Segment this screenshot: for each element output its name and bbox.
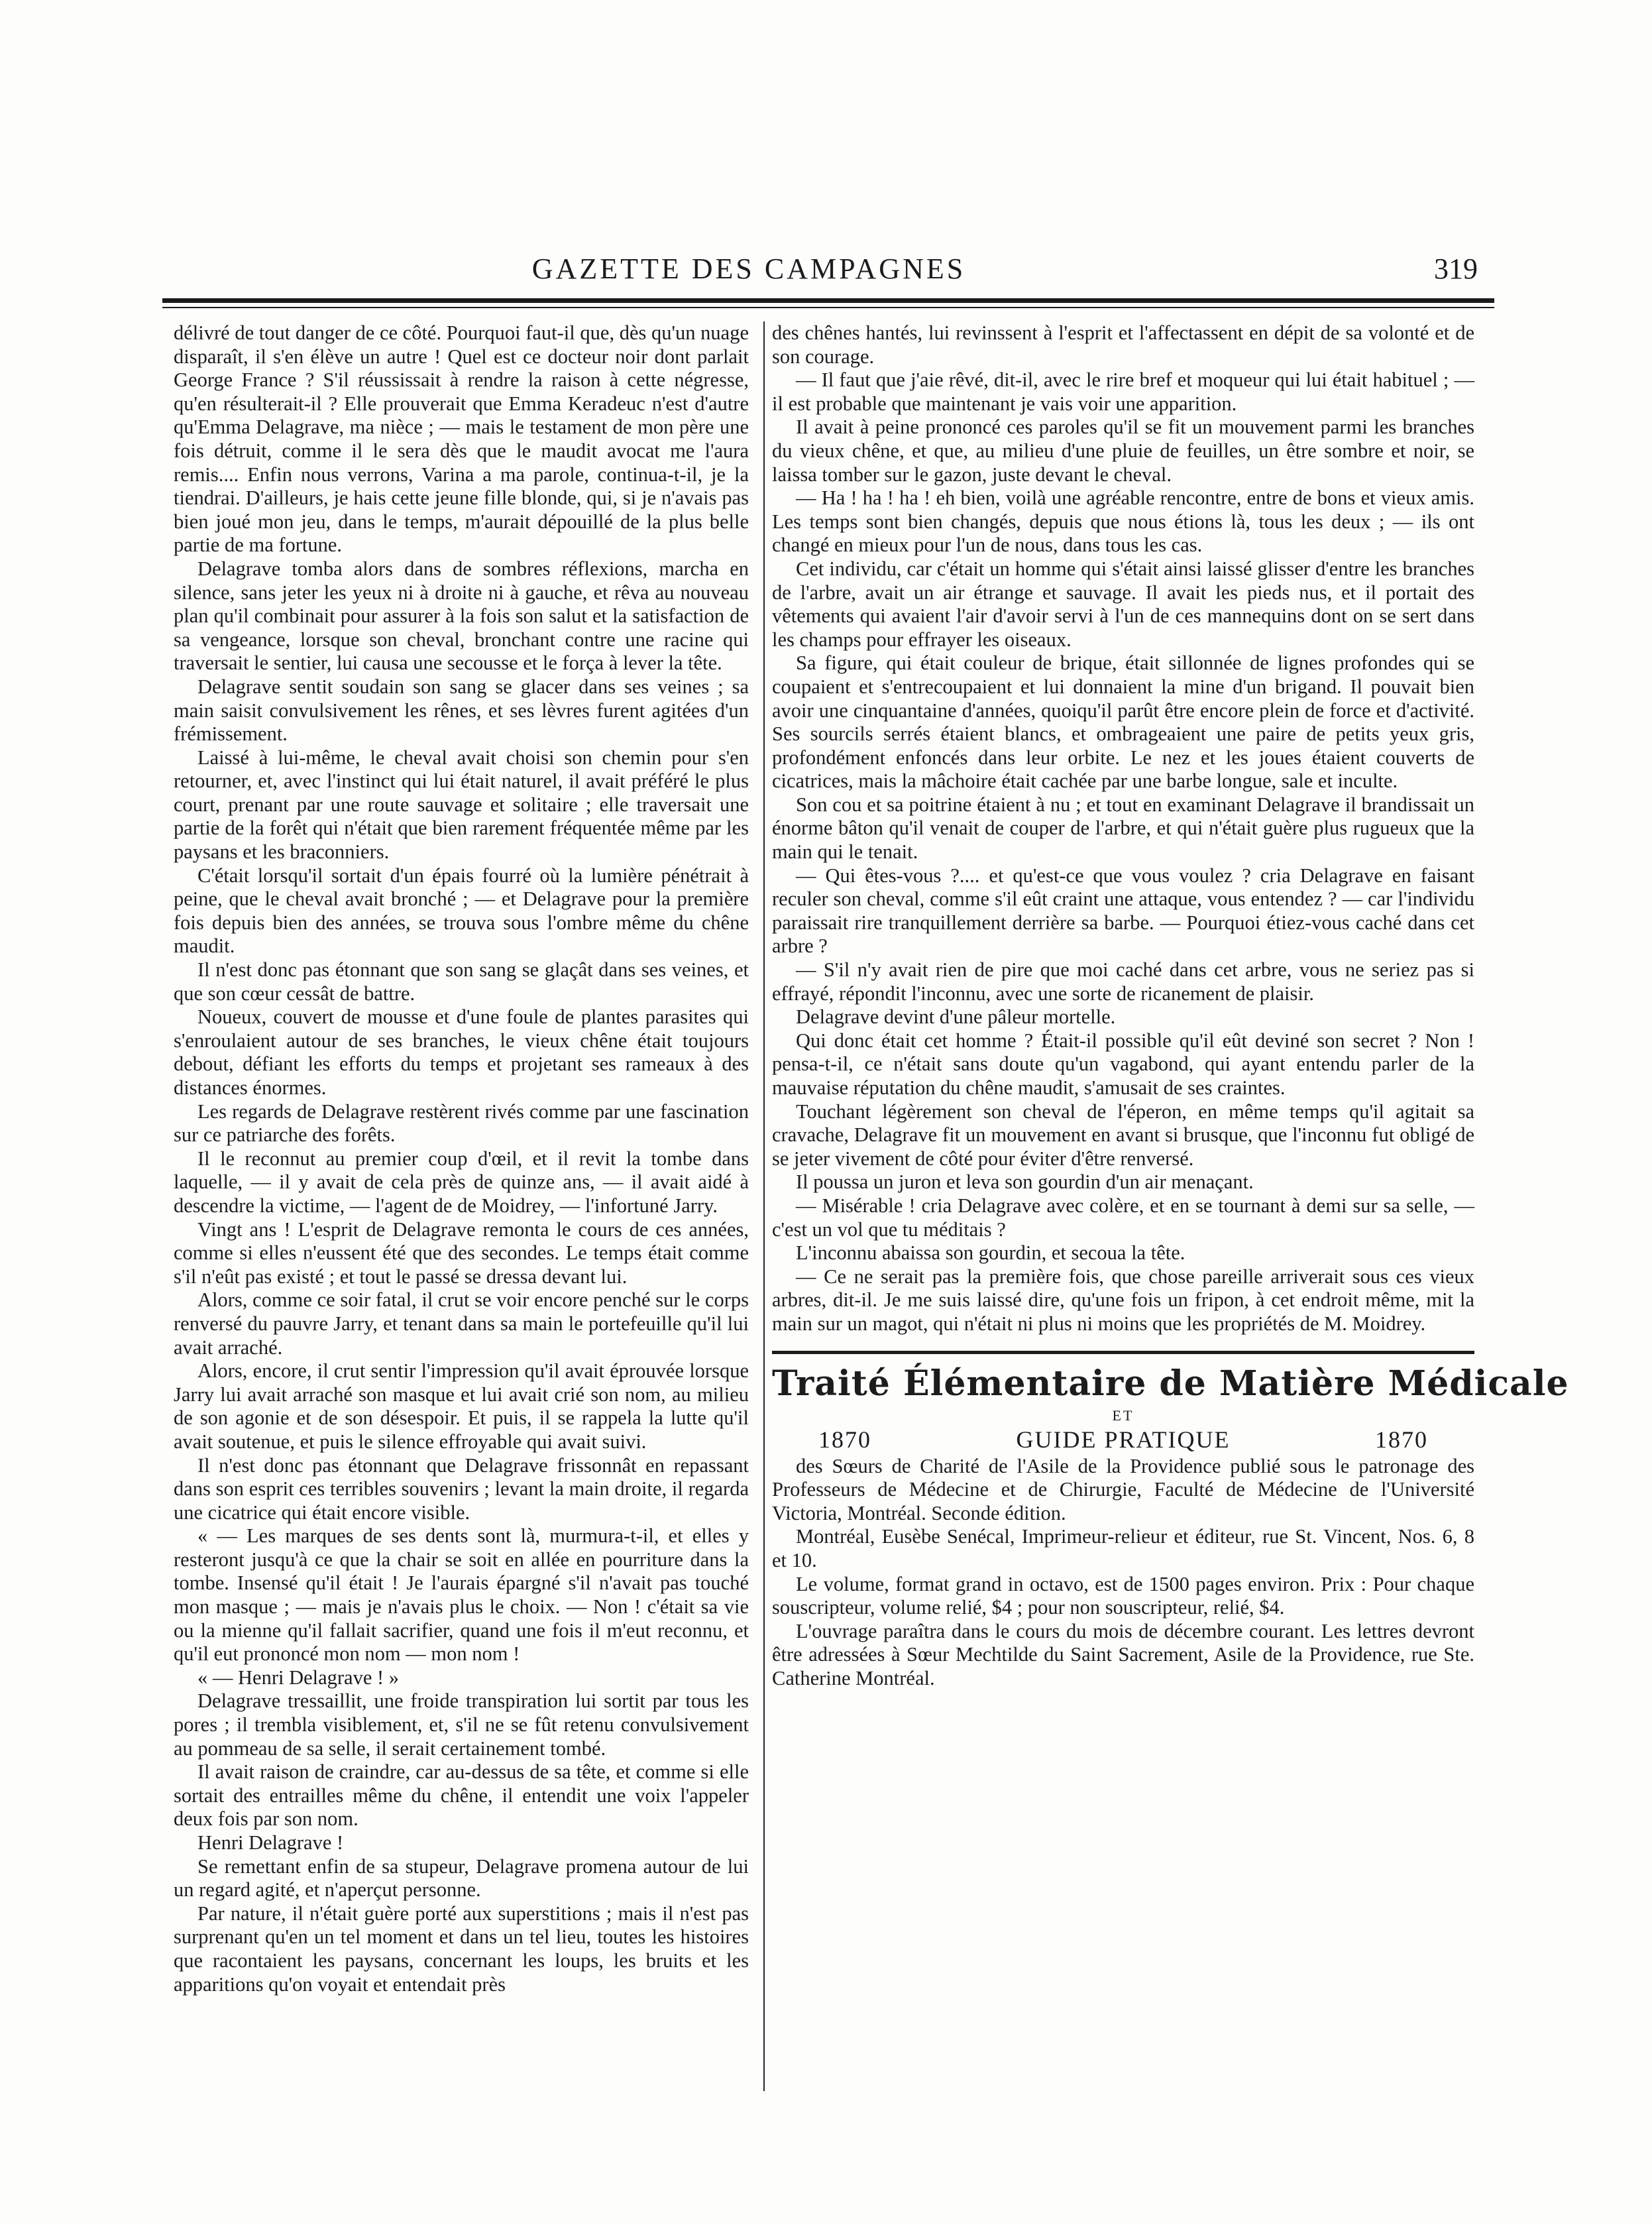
advertisement-paragraph: Le volume, format grand in octavo, est de 1500 pages environ. Prix : Pour chaque souscripteur, volume relié, $4 ; pour non souscripteur, relié, $4. bbox=[772, 1572, 1474, 1619]
paragraph: Delagrave sentit soudain son sang se glacer dans ses veines ; sa main saisit convulsivement les rênes, et ses lèvres furent agitées d'un frémissement. bbox=[174, 675, 749, 746]
paragraph: Henri Delagrave ! bbox=[197, 1831, 344, 1854]
left-column bbox=[174, 321, 749, 1996]
header-rule-thin bbox=[162, 307, 1494, 308]
right-column bbox=[772, 321, 1569, 1690]
paragraph: Sa figure, qui était couleur de brique, était sillonnée de lignes profondes qui se coupaient et s'entrecoupaient et lui donnaient la mine d'un brigand. Il pouvait bien avoir une cinquantaine d'années, quoiqu'il parût être encore plein de force et d'activité. Ses sourcils serrés étaient blancs, et ombrageaient une paire de petits yeux gris, profondément enfoncés dans leur orbite. Le nez et les joues étaient couverts de cicatrices, mais la mâchoire était cachée par une barbe longue, sale et inculte. bbox=[772, 652, 1474, 793]
paragraph: Par nature, il n'était guère porté aux superstitions ; mais il n'est pas surprenant qu'en un tel moment et dans un tel lieu, toutes les histoires que racontaient les paysans, concernant les loups, les bruits et les apparitions qu'on voyait et entendait près bbox=[174, 1902, 749, 1996]
advertisement bbox=[772, 1351, 1569, 1691]
paragraph: Il avait raison de craindre, car au-dessus de sa tête, et comme si elle sortait des entrailles même du chêne, il entendit une voix l'appeler deux fois par son nom. bbox=[174, 1760, 749, 1831]
paragraph: des chênes hantés, lui revinssent à l'esprit et l'affectassent en dépit de sa volonté et de son courage. bbox=[772, 321, 1474, 368]
paragraph: Alors, comme ce soir fatal, il crut se voir encore penché sur le corps renversé du pauvre Jarry, et tenant dans sa main le portefeuille qu'il lui avait arraché. bbox=[174, 1288, 749, 1359]
paragraph: Laissé à lui-même, le cheval avait choisi son chemin pour s'en retourner, et, avec l'instinct qui lui était naturel, il avait préféré le plus court, prenant par une route sauvage et solitaire ; elle traversait une partie de la forêt qui n'était que bien rarement fréquentée même par les paysans et les braconniers. bbox=[174, 746, 749, 864]
paragraph: L'inconnu abaissa son gourdin, et secoua la tête. bbox=[796, 1241, 1185, 1265]
paragraph: Delagrave tressaillit, une froide transpiration lui sortit par tous les pores ; il trembla visiblement, et, s'il ne se fût retenu convulsivement au pommeau de sa selle, il serait certainement tombé. bbox=[174, 1689, 749, 1760]
advertisement-body bbox=[772, 1455, 1474, 1691]
paragraph: Qui donc était cet homme ? Était-il possible qu'il eût deviné son secret ? Non ! pensa-t-il, ce n'était sans doute qu'un vagabond, qui ayant entendu parler de la mauvaise réputation du chêne maudit, s'amusait de ses craintes. bbox=[772, 1029, 1474, 1099]
running-header-title: GAZETTE DES CAMPAGNES bbox=[531, 253, 966, 285]
page-number: 319 bbox=[1434, 253, 1478, 285]
advertisement-subtitle: GUIDE PRATIQUE bbox=[1016, 1426, 1231, 1453]
paragraph: Cet individu, car c'était un homme qui s'était ainsi laissé glisser d'entre les branches de l'arbre, avait un air étrange et sauvage. Il avait les pieds nus, et il portait des vêtements qui avaient l'air d'avoir servi à l'un de ces mannequins dont on se sert dans les champs pour effrayer les oiseaux. bbox=[772, 557, 1474, 651]
paragraph: Il poussa un juron et leva son gourdin d'un air menaçant. bbox=[796, 1170, 1254, 1194]
advertisement-paragraph: des Sœurs de Charité de l'Asile de la Providence publié sous le patronage des Professeurs de Médecine et de Chirurgie, Faculté de Médecine de l'Université Victoria, Montréal. Seconde édition. bbox=[772, 1454, 1474, 1524]
paragraph: Il n'est donc pas étonnant que son sang se glaçât dans ses veines, et que son cœur cessât de battre. bbox=[174, 958, 749, 1005]
paragraph: Delagrave tomba alors dans de sombres réflexions, marcha en silence, sans jeter les yeux ni à droite ni à gauche, et rêva au nouveau plan qu'il combinait pour assurer à la fois son salut et la satisfaction de sa vengeance, lorsque son cheval, bronchant contre une racine qui traversait le sentier, lui causa une secousse et le força à lever la tête. bbox=[174, 557, 749, 675]
paragraph: — Qui êtes-vous ?.... et qu'est-ce que vous voulez ? cria Delagrave en faisant reculer son cheval, comme s'il eût craint une attaque, vous entendez ? — car l'individu paraissait rire tranquillement derrière sa barbe. — Pourquoi étiez-vous caché dans cet arbre ? bbox=[772, 864, 1474, 958]
advertisement-subtitle-row bbox=[772, 1424, 1474, 1455]
paragraph: Delagrave devint d'une pâleur mortelle. bbox=[796, 1005, 1116, 1029]
paragraph: Alors, encore, il crut sentir l'impression qu'il avait éprouvée lorsque Jarry lui avait arraché son masque et lui avait crié son nom, au milieu de son agonie et de son désespoir. Et puis, il se rappela la lutte qu'il avait soutenue, et puis le silence effroyable qui avait suivi. bbox=[174, 1359, 749, 1453]
paragraph: Se remettant enfin de sa stupeur, Delagrave promena autour de lui un regard agité, et n'aperçut personne. bbox=[174, 1854, 749, 1902]
paragraph: — Misérable ! cria Delagrave avec colère, et en se tournant à demi sur sa selle, — c'est un vol que tu méditais ? bbox=[772, 1194, 1474, 1241]
column-divider bbox=[763, 321, 765, 2091]
paragraph: — Il faut que j'aie rêvé, dit-il, avec le rire bref et moqueur qui lui était habituel ; — il est probable que maintenant je vais voir une apparition. bbox=[772, 369, 1474, 415]
paragraph: délivré de tout danger de ce côté. Pourquoi faut-il que, dès qu'un nuage disparaît, il s'en élève un autre ! Quel est ce docteur noir dont parlait George France ? S'il réussissait à rendre la raison à cette négresse, qu'en résulterait-il ? Elle prouverait que Emma Keradeuc n'est d'autre qu'Emma Delagrave, ma nièce ; — mais le testament de mon père une fois détruit, comme il le sera dès que le maudit avocat me l'aura remis.... Enfin nous verrons, Varina a ma parole, continua-t-il, je la tiendrai. D'ailleurs, je hais cette jeune fille blonde, qui, si je n'avais pas bien joué mon jeu, dans le temps, m'aurait dépouillé de la plus belle partie de ma fortune. bbox=[174, 321, 749, 557]
advertisement-paragraph: Montréal, Eusèbe Senécal, Imprimeur-relieur et éditeur, rue St. Vincent, Nos. 6, 8 et 10. bbox=[772, 1525, 1474, 1571]
paragraph: Il n'est donc pas étonnant que Delagrave frissonnât en repassant dans son esprit ces terribles souvenirs ; levant la main droite, il regarda une cicatrice qui était encore visible. bbox=[174, 1454, 749, 1524]
advertisement-year-right: 1870 bbox=[1374, 1426, 1428, 1453]
paragraph: Il le reconnut au premier coup d'œil, et il revit la tombe dans laquelle, — il y avait de cela près de quinze ans, — il avait aidé à descendre la victime, — l'agent de de Moidrey, — l'infortuné Jarry. bbox=[174, 1147, 749, 1217]
paragraph: — Ce ne serait pas la première fois, que chose pareille arriverait sous ces vieux arbres, dit-il. Je me suis laissé dire, qu'une fois un fripon, à cet endroit même, mit la main sur un magot, qui n'était ni plus ni moins que les propriétés de M. Moidrey. bbox=[772, 1265, 1474, 1335]
paragraph: Son cou et sa poitrine étaient à nu ; et tout en examinant Delagrave il brandissait un énorme bâton qu'il venait de couper de l'arbre, et qui n'était guère plus rugueux que la main qui le tenait. bbox=[772, 793, 1474, 864]
paragraph: « — Les marques de ses dents sont là, murmura-t-il, et elles y resteront jusqu'à ce que la chair se soit en allée en pourriture dans la tombe. Insensé qu'il était ! Je l'aurais épargné s'il n'avait pas touché mon masque ; — mais je n'avais plus le choix. — Non ! c'était sa vie ou la mienne qu'il fallait sacrifier, quand une fois il m'eut reconnu, et qu'il eut prononcé mon nom — mon nom ! bbox=[174, 1524, 749, 1666]
header-rule-thick bbox=[162, 298, 1494, 303]
advertisement-paragraph: L'ouvrage paraîtra dans le cours du mois de décembre courant. Les lettres devront être adressées à Sœur Mechtilde du Saint Sacrement, Asile de la Providence, rue Ste. Catherine Montréal. bbox=[772, 1619, 1474, 1689]
paragraph: Noueux, couvert de mousse et d'une foule de plantes parasites qui s'enroulaient autour de ses branches, le vieux chêne était toujours debout, défiant les efforts du temps et projetant ses rameaux à des distances énormes. bbox=[174, 1005, 749, 1099]
paragraph: C'était lorsqu'il sortait d'un épais fourré où la lumière pénétrait à peine, que le cheval avait bronché ; — et Delagrave pour la première fois depuis bien des années, se trouva sous l'ombre même du chêne maudit. bbox=[174, 864, 749, 958]
paragraph: Vingt ans ! L'esprit de Delagrave remonta le cours de ces années, comme si elles n'eussent été que des secondes. Le temps était comme s'il n'eût pas existé ; et tout le passé se dressa devant lui. bbox=[174, 1218, 749, 1288]
advertisement-year-left: 1870 bbox=[818, 1426, 871, 1453]
paragraph: Il avait à peine prononcé ces paroles qu'il se fit un mouvement parmi les branches du vieux chêne, et que, au milieu d'une pluie de feuilles, un être sombre et noir, se laissa tomber sur le gazon, juste devant le cheval. bbox=[772, 416, 1474, 486]
paragraph: Les regards de Delagrave restèrent rivés comme par une fascination sur ce patriarche des forêts. bbox=[174, 1100, 749, 1147]
advertisement-title: Traité Élémentaire de Matière Médicale bbox=[772, 1363, 1569, 1404]
advertisement-conjunction: ET bbox=[1112, 1406, 1134, 1424]
advertisement-rule bbox=[772, 1351, 1474, 1354]
paragraph: « — Henri Delagrave ! » bbox=[197, 1666, 400, 1689]
paragraph: — S'il n'y avait rien de pire que moi caché dans cet arbre, vous ne seriez pas si effrayé, répondit l'inconnu, avec une sorte de ricanement de plaisir. bbox=[772, 958, 1474, 1005]
paragraph: — Ha ! ha ! ha ! eh bien, voilà une agréable rencontre, entre de bons et vieux amis. Les temps sont bien changés, depuis que nous étions là, tous les deux ; — ils ont changé en mieux pour l'un de nous, dans tous les cas. bbox=[772, 486, 1474, 557]
paragraph: Touchant légèrement son cheval de l'éperon, en même temps qu'il agitait sa cravache, Delagrave fit un mouvement en avant si brusque, que l'inconnu fut obligé de se jeter vivement de côté pour éviter d'être renversé. bbox=[772, 1100, 1474, 1170]
